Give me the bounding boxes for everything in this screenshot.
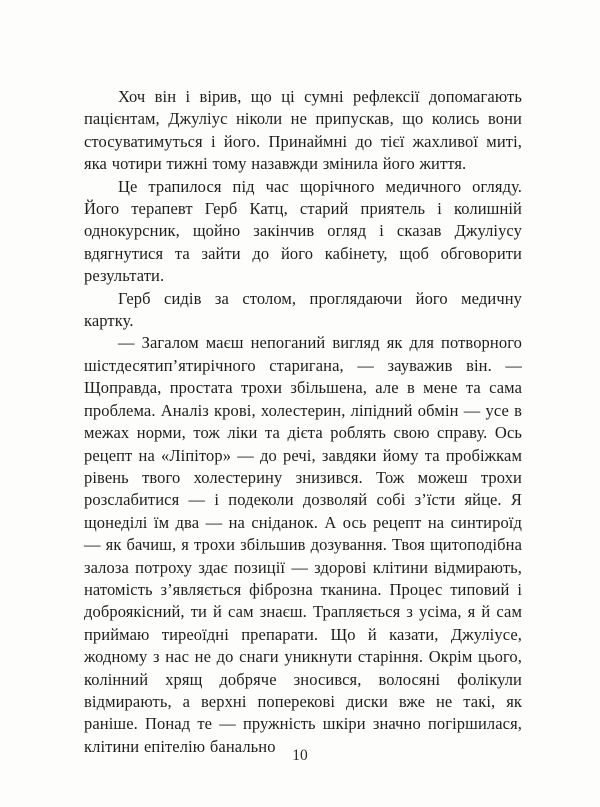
paragraph: Герб сидів за столом, проглядаючи його медичну картку.: [84, 288, 522, 331]
page-number: 10: [292, 747, 308, 764]
paragraph: Хоч він і вірив, що ці сумні рефлексії допомагають пацієнтам, Джуліус ніколи не припускав, що колись вони стосуватимуться і його. Принаймні до тієї жахливої миті, яка чотири тижні тому назавжди змінила його життя.: [84, 87, 522, 174]
paragraph: Це трапилося під час щорічного медичного огляду. Його терапевт Герб Катц, старий приятель і колишній однокурсник, щойно закінчив огляд і сказав Джуліусу вдягнутися та зайти до його кабінету, щоб обговорити результати.: [84, 176, 522, 286]
page-text: [84, 86, 522, 758]
paragraph: — Загалом маєш непоганий вигляд як для потворного шістдесятип’ятирічного старигана, — зауважив він. — Щоправда, простата трохи збільшена, але в мене та сама проблема. Аналіз крові, холестерин, ліпідний обмін — усе в межах норми, тож ліки та дієта роблять свою справу. Ось рецепт на «Ліпітор» — до речі, завдяки йому та пробіжкам рівень твого холестерину знизився. Тож можеш трохи розслабитися — і подеколи дозволяй собі з’їсти яйце. Я щонеділі їм два — на сніданок. А ось рецепт на синтироїд — як бачиш, я трохи збільшив дозування. Твоя щитоподібна залоза потроху здає позиції — здорові клітини відмирають, натомість з’являється фіброзна тканина. Процес типовий і доброякісний, ти й сам знаєш. Трапляється з усіма, я й сам приймаю тиреоїдні препарати. Що й казати, Джуліусе, жодному з нас не до снаги уникнути старіння. Окрім цього, колінний хрящ добряче зносився, волосяні фолікули відмирають, а верхні поперекові диски вже не такі, як раніше. Понад те — пружність шкіри значно погіршилася, клітини епітелію банально: [84, 333, 522, 756]
